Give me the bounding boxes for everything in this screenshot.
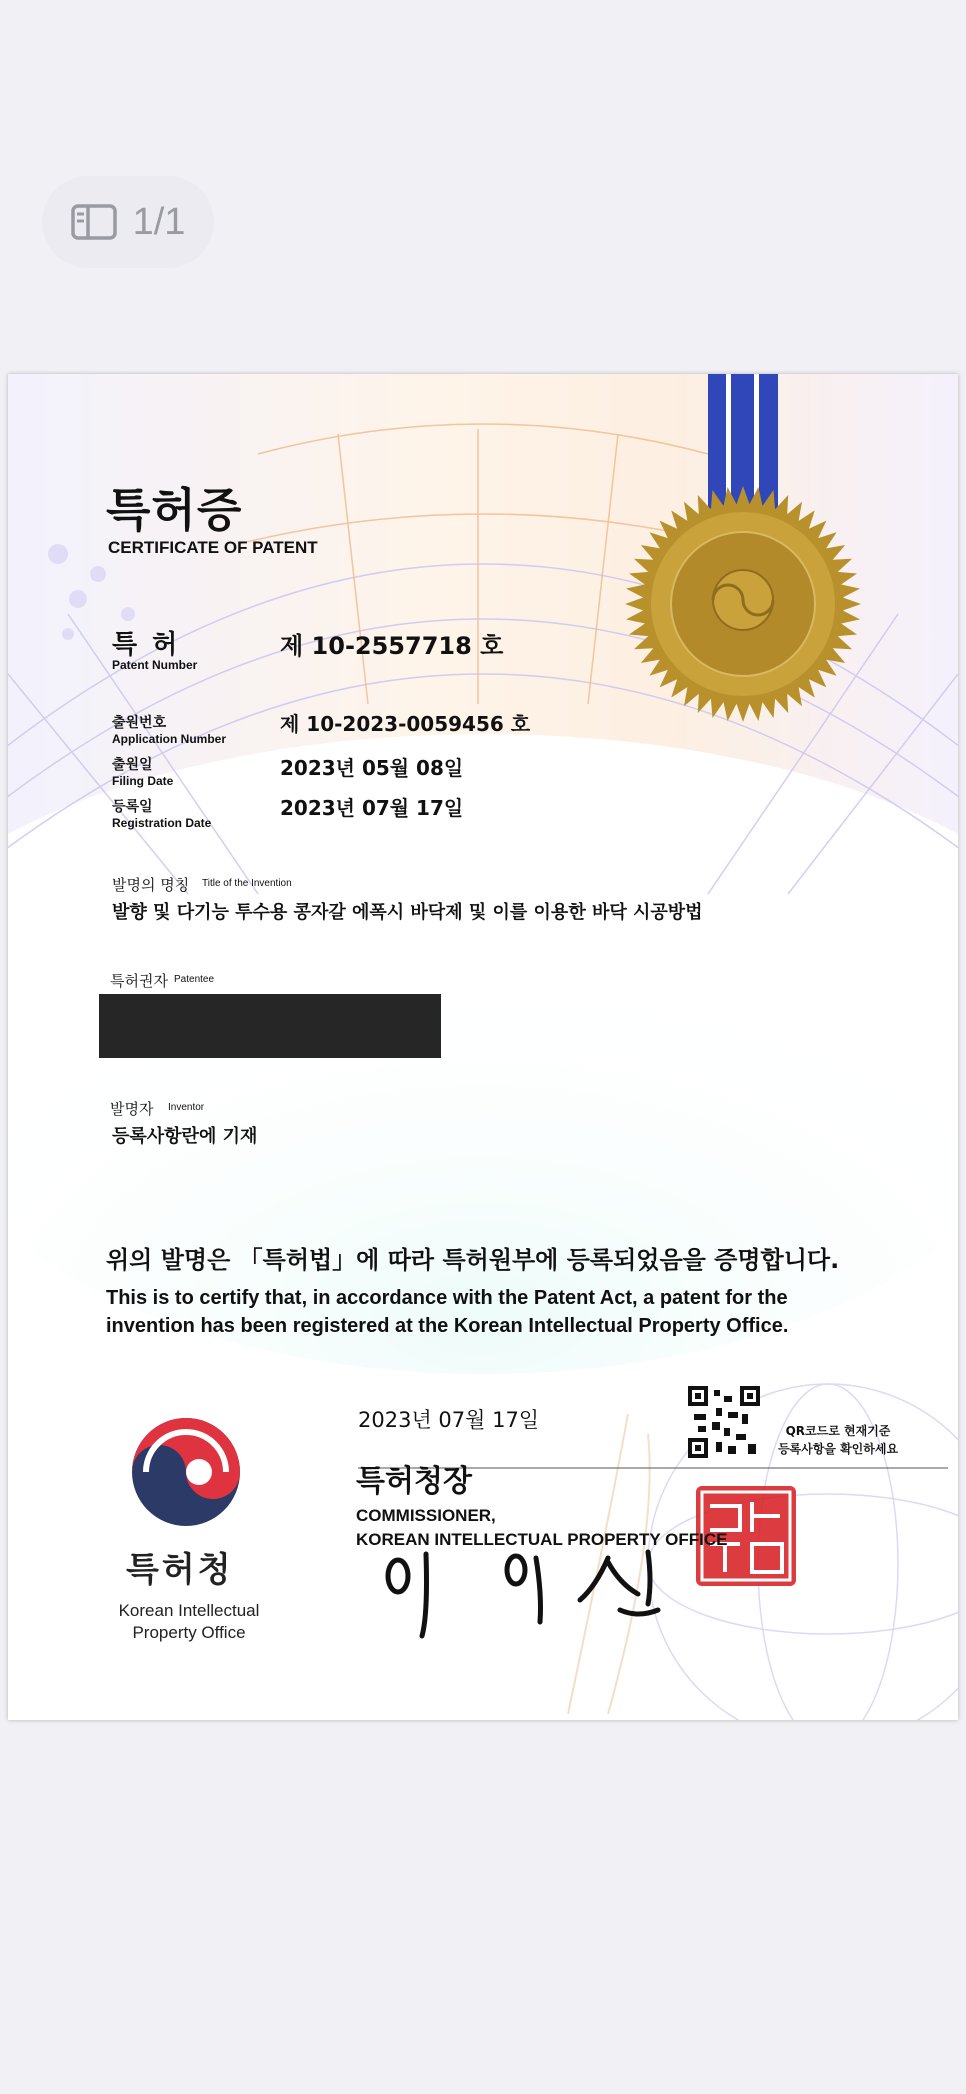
patentee-label-ko: 특허권자	[110, 972, 168, 990]
gold-seal	[625, 486, 861, 722]
invention-title-label-ko: 발명의 명칭	[112, 876, 190, 894]
qr-note-line1: QR코드로 현재기준	[785, 1424, 891, 1438]
page-indicator: 1/1	[132, 200, 186, 243]
registration-date-label-ko: 등록일	[112, 799, 153, 815]
certificate-title-ko: 특허증	[106, 483, 243, 537]
commissioner-en-line2: KOREAN INTELLECTUAL PROPERTY OFFICE	[356, 1530, 728, 1549]
inventor-label-ko: 발명자	[110, 1100, 154, 1118]
patent-number-label-en: Patent Number	[112, 658, 198, 672]
commissioner-title-en	[356, 1504, 728, 1552]
registration-date-value: 2023년 07월 17일	[280, 796, 464, 820]
signature	[388, 1552, 658, 1636]
certification-statement-ko: 위의 발명은 「특허법」에 따라 특허원부에 등록되었음을 증명합니다.	[106, 1246, 840, 1274]
qr-note	[768, 1422, 908, 1458]
filing-date-value: 2023년 05월 08일	[280, 756, 464, 780]
sidebar-toggle-icon	[71, 204, 117, 240]
office-name-en: Korean Intellectual Property Office	[118, 1601, 260, 1642]
qr-code	[688, 1386, 760, 1458]
invention-title-label-en: Title of the Invention	[202, 878, 292, 889]
qr-note-line2: 등록사항을 확인하세요	[777, 1442, 899, 1456]
inventor-value: 등록사항란에 기재	[112, 1126, 258, 1147]
page-indicator-badge[interactable]	[42, 176, 214, 268]
certification-statement-en: This is to certify that, in accordance with the Patent Act, a patent for the invention has been registered at the Korean Intellectual Property Office.	[106, 1287, 789, 1337]
commissioner-en-line1: COMMISSIONER,	[356, 1506, 496, 1525]
inventor-label-en: Inventor	[168, 1102, 205, 1113]
patentee-label-en: Patentee	[174, 974, 215, 985]
patent-number-label-ko: 특 허	[112, 630, 181, 660]
issue-date: 2023년 07월 17일	[358, 1408, 540, 1432]
application-number-label-en: Application Number	[112, 732, 227, 746]
certificate-title-en: CERTIFICATE OF PATENT	[108, 538, 318, 557]
registration-date-label-en: Registration Date	[112, 816, 212, 830]
filing-date-label-ko: 출원일	[112, 757, 153, 773]
patent-certificate-page	[8, 374, 958, 1720]
invention-title-value: 발향 및 다기능 투수용 콩자갈 에폭시 바닥제 및 이를 이용한 바닥 시공방법	[112, 902, 703, 923]
filing-date-label-en: Filing Date	[112, 774, 174, 788]
office-name-ko: 특허청	[126, 1550, 234, 1590]
kipo-logo	[132, 1418, 240, 1526]
patent-number-value: 제 10-2557718 호	[280, 632, 504, 660]
commissioner-title-ko: 특허청장	[356, 1464, 472, 1499]
application-number-value: 제 10-2023-0059456 호	[280, 712, 531, 736]
patentee-redacted-block	[99, 994, 441, 1058]
application-number-label-ko: 출원번호	[112, 715, 167, 731]
